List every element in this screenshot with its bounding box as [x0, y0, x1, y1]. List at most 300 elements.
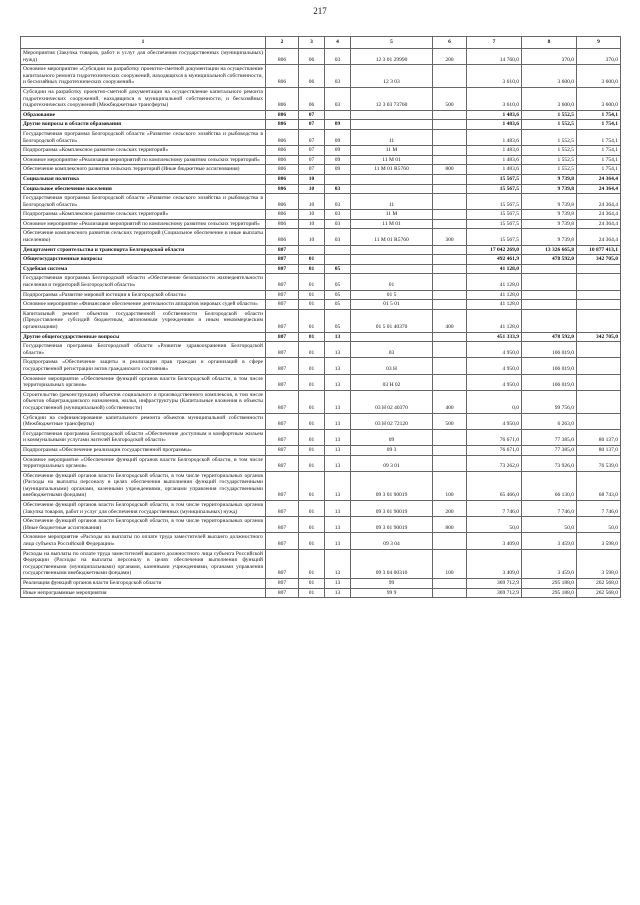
- row-amount-cell: 3 409,0: [467, 549, 522, 578]
- row-target-article-cell: 11: [351, 129, 433, 145]
- row-code-cell: 807: [266, 501, 299, 517]
- row-amount-cell: 1 483,6: [467, 165, 522, 175]
- row-section-cell: 01: [299, 501, 325, 517]
- row-name-cell: Мероприятия (Закупка товаров, работ и услуг для обеспечения государственных (муниципальных) нужд): [21, 49, 266, 65]
- row-amount-cell: 41 128,0: [467, 274, 522, 290]
- row-expense-type-cell: [433, 445, 467, 455]
- row-amount-cell: 3 600,0: [577, 65, 621, 88]
- row-section-cell: 01: [299, 290, 325, 300]
- row-amount-cell: 99 756,0: [522, 390, 577, 413]
- row-amount-cell: 66 130,0: [522, 471, 577, 500]
- row-target-article-cell: 11 М: [351, 210, 433, 220]
- row-amount-cell: 1 754,1: [577, 155, 621, 165]
- row-amount-cell: 3 610,0: [467, 65, 522, 88]
- row-amount-cell: 478 592,0: [522, 255, 577, 265]
- row-amount-cell: 106 019,0: [522, 342, 577, 358]
- row-amount-cell: 106 019,0: [522, 374, 577, 390]
- row-subsection-cell: 13: [325, 471, 351, 500]
- row-amount-cell: 9 739,8: [522, 229, 577, 245]
- row-expense-type-cell: 300: [433, 229, 467, 245]
- row-amount-cell: [577, 374, 621, 390]
- row-code-cell: 807: [266, 264, 299, 274]
- row-amount-cell: 3 598,0: [577, 549, 621, 578]
- row-expense-type-cell: 200: [433, 49, 467, 65]
- row-expense-type-cell: 100: [433, 471, 467, 500]
- row-amount-cell: 80 137,0: [577, 445, 621, 455]
- row-section-cell: 01: [299, 342, 325, 358]
- row-target-article-cell: [351, 245, 433, 255]
- row-amount-cell: 342 705,0: [577, 255, 621, 265]
- row-subsection-cell: 09: [325, 155, 351, 165]
- column-header: 7: [467, 37, 522, 49]
- row-amount-cell: 15 567,5: [467, 229, 522, 245]
- table-row: [21, 533, 621, 549]
- row-amount-cell: 76 539,0: [577, 455, 621, 471]
- row-expense-type-cell: 800: [433, 517, 467, 533]
- row-amount-cell: 342 705,0: [577, 332, 621, 342]
- row-section-cell: 10: [299, 174, 325, 184]
- row-name-cell: Расходы на выплаты по оплате труда заместителей высшего должностного лица субъекта Российской Федерации (Расходы на выплаты персоналу в целях обеспечения выполнения функций государственными (муниципальными) органами, казенными учреждениями, органами управления государственными внебюджетными фондами): [21, 549, 266, 578]
- row-section-cell: 01: [299, 413, 325, 429]
- row-name-cell: Капитальный ремонт объектов государственной собственности Белгородской области (Предоставление субсидий бюджетным, автономным учреждениям и иным некоммерческим организациям): [21, 309, 266, 332]
- row-subsection-cell: 09: [325, 120, 351, 130]
- row-amount-cell: 76 671,0: [467, 429, 522, 445]
- row-expense-type-cell: [433, 184, 467, 194]
- row-amount-cell: [577, 342, 621, 358]
- row-expense-type-cell: [433, 300, 467, 310]
- row-target-article-cell: 03: [351, 342, 433, 358]
- row-section-cell: 10: [299, 184, 325, 194]
- row-name-cell: Обеспечение функций органов власти Белгородской области, в том числе территориальных органов (Закупка товаров, работ и услуг для обеспечения государственных (муниципальных) нужд): [21, 501, 266, 517]
- row-subsection-cell: 13: [325, 501, 351, 517]
- row-amount-cell: 10 877 413,1: [577, 245, 621, 255]
- row-subsection-cell: 13: [325, 429, 351, 445]
- row-name-cell: Государственная программа Белгородской области «Развитие сельского хозяйства и рыбоводства в Белгородской области»: [21, 194, 266, 210]
- row-amount-cell: 3 600,0: [577, 87, 621, 110]
- row-amount-cell: 3 598,0: [577, 533, 621, 549]
- row-subsection-cell: 13: [325, 517, 351, 533]
- row-name-cell: Судебная система: [21, 264, 266, 274]
- row-code-cell: 807: [266, 245, 299, 255]
- row-name-cell: Департамент строительства и транспорта Белгородской области: [21, 245, 266, 255]
- row-name-cell: Основное мероприятие «Реализация мероприятий по комплексному развитию сельских территорий»: [21, 155, 266, 165]
- row-expense-type-cell: 200: [433, 501, 467, 517]
- row-code-cell: 806: [266, 146, 299, 156]
- row-amount-cell: 4 950,0: [467, 374, 522, 390]
- row-target-article-cell: 09 3 01 90019: [351, 501, 433, 517]
- table-row: [21, 194, 621, 210]
- table-row: [21, 165, 621, 175]
- row-target-article-cell: 11: [351, 194, 433, 210]
- row-amount-cell: 7 746,0: [577, 501, 621, 517]
- row-code-cell: 806: [266, 120, 299, 130]
- row-amount-cell: 15 567,5: [467, 210, 522, 220]
- row-amount-cell: [522, 264, 577, 274]
- row-subsection-cell: 13: [325, 342, 351, 358]
- row-section-cell: 01: [299, 517, 325, 533]
- table-row: [21, 471, 621, 500]
- table-row: [21, 517, 621, 533]
- row-target-article-cell: 09 3 01: [351, 455, 433, 471]
- row-name-cell: Обеспечение функций органов власти Белгородской области, в том числе территориальных органов (Иные бюджетные ассигнования): [21, 517, 266, 533]
- row-section-cell: 01: [299, 264, 325, 274]
- row-amount-cell: 41 128,0: [467, 309, 522, 332]
- row-amount-cell: 478 592,0: [522, 332, 577, 342]
- row-amount-cell: 1 754,1: [577, 129, 621, 145]
- row-expense-type-cell: [433, 155, 467, 165]
- row-name-cell: Обеспечение комплексного развития сельских территорий (Иные бюджетные ассигнования): [21, 165, 266, 175]
- row-subsection-cell: 03: [325, 184, 351, 194]
- row-subsection-cell: [325, 255, 351, 265]
- row-amount-cell: 370,0: [577, 49, 621, 65]
- row-code-cell: 807: [266, 455, 299, 471]
- row-section-cell: 01: [299, 309, 325, 332]
- table-row: [21, 87, 621, 110]
- row-name-cell: Подпрограмма «Развитие мировой юстиции в Белгородской области»: [21, 290, 266, 300]
- row-code-cell: 806: [266, 184, 299, 194]
- row-name-cell: Основное мероприятие «Субсидии на разработку проектно-сметной документации на осуществление капитального ремонта гидротехнических сооружений, находящихся в муниципальной собственности, и бесхозяйных гидротехнических сооружений»: [21, 65, 266, 88]
- row-subsection-cell: 03: [325, 219, 351, 229]
- table-row: [21, 358, 621, 374]
- row-section-cell: 06: [299, 87, 325, 110]
- row-code-cell: 807: [266, 255, 299, 265]
- row-amount-cell: 41 128,0: [467, 290, 522, 300]
- row-code-cell: 806: [266, 65, 299, 88]
- row-target-article-cell: 01: [351, 274, 433, 290]
- column-header: 5: [351, 37, 433, 49]
- row-code-cell: 807: [266, 374, 299, 390]
- row-amount-cell: 1 552,5: [522, 165, 577, 175]
- row-name-cell: Основное мероприятие «Финансовое обеспечение деятельности аппаратов мировых судей области»: [21, 300, 266, 310]
- row-name-cell: Субсидии на софинансирование капитального ремонта объектов муниципальной собственности (Межбюджетные трансферты): [21, 413, 266, 429]
- row-name-cell: Основное мероприятие «Реализация мероприятий по комплексному развитию сельских территорий»: [21, 219, 266, 229]
- table-row: [21, 342, 621, 358]
- row-amount-cell: 68 743,0: [577, 471, 621, 500]
- table-row: [21, 120, 621, 130]
- row-target-article-cell: [351, 174, 433, 184]
- row-amount-cell: [577, 390, 621, 413]
- row-target-article-cell: 01 5 01 40370: [351, 309, 433, 332]
- row-subsection-cell: 13: [325, 374, 351, 390]
- table-row: [21, 264, 621, 274]
- budget-table: [20, 36, 621, 598]
- row-code-cell: 806: [266, 219, 299, 229]
- row-expense-type-cell: 100: [433, 549, 467, 578]
- row-expense-type-cell: [433, 219, 467, 229]
- row-code-cell: 806: [266, 194, 299, 210]
- row-target-article-cell: 01 5: [351, 290, 433, 300]
- row-expense-type-cell: [433, 274, 467, 290]
- row-amount-cell: [577, 358, 621, 374]
- row-code-cell: 806: [266, 129, 299, 145]
- row-section-cell: 10: [299, 219, 325, 229]
- row-subsection-cell: 13: [325, 358, 351, 374]
- row-code-cell: 807: [266, 429, 299, 445]
- row-section-cell: 07: [299, 110, 325, 120]
- row-amount-cell: 73 262,0: [467, 455, 522, 471]
- row-amount-cell: 3 459,0: [522, 533, 577, 549]
- row-name-cell: Субсидии на разработку проектно-сметной документации на осуществление капитального ремонта гидротехнических сооружений, находящихся в муниципальной собственности, и бесхозяйных гидротехнических сооружений (Межбюджетные трансферты): [21, 87, 266, 110]
- table-row: [21, 501, 621, 517]
- row-expense-type-cell: [433, 255, 467, 265]
- table-header-row: [21, 37, 621, 49]
- row-target-article-cell: 12 3 03 73760: [351, 87, 433, 110]
- row-amount-cell: [522, 274, 577, 290]
- row-subsection-cell: 13: [325, 445, 351, 455]
- row-subsection-cell: 03: [325, 87, 351, 110]
- row-amount-cell: 4 950,0: [467, 413, 522, 429]
- row-section-cell: 01: [299, 533, 325, 549]
- table-row: [21, 300, 621, 310]
- row-code-cell: 807: [266, 549, 299, 578]
- row-subsection-cell: 13: [325, 549, 351, 578]
- row-amount-cell: 492 461,9: [467, 255, 522, 265]
- row-name-cell: Основное мероприятие «Обеспечение функций органов власти Белгородской области, в том числе территориальных органов»: [21, 374, 266, 390]
- row-subsection-cell: 03: [325, 229, 351, 245]
- row-target-article-cell: 99 9: [351, 588, 433, 598]
- row-section-cell: 01: [299, 358, 325, 374]
- row-amount-cell: 24 364,4: [577, 210, 621, 220]
- column-header: 6: [433, 37, 467, 49]
- row-amount-cell: 1 754,1: [577, 146, 621, 156]
- row-name-cell: Обеспечение функций органов власти Белгородской области, в том числе территориальных органов (Расходы на выплаты персоналу в целях обеспечения выполнения функций государственными (муниципальными) органами, казенными учреждениями, органами управления государственными внебюджетными фондами): [21, 471, 266, 500]
- row-section-cell: [299, 245, 325, 255]
- row-name-cell: Иные непрограммные мероприятия: [21, 588, 266, 598]
- row-amount-cell: 295 188,0: [522, 588, 577, 598]
- row-name-cell: Государственная программа Белгородской области «Обеспечение доступным и комфортным жильем и коммунальными услугами жителей Белгородской области»: [21, 429, 266, 445]
- row-expense-type-cell: 400: [433, 309, 467, 332]
- row-subsection-cell: 05: [325, 264, 351, 274]
- row-amount-cell: 262 568,0: [577, 579, 621, 589]
- row-target-article-cell: 03 Н: [351, 358, 433, 374]
- row-code-cell: 806: [266, 174, 299, 184]
- row-target-article-cell: 11 М 01 R5760: [351, 165, 433, 175]
- table-row: [21, 588, 621, 598]
- row-section-cell: 07: [299, 146, 325, 156]
- row-amount-cell: 4 950,0: [467, 358, 522, 374]
- row-amount-cell: 4 950,0: [467, 342, 522, 358]
- row-target-article-cell: 11 М 01: [351, 219, 433, 229]
- row-amount-cell: 3 610,0: [467, 87, 522, 110]
- row-section-cell: 01: [299, 374, 325, 390]
- row-name-cell: Другие общегосударственные вопросы: [21, 332, 266, 342]
- row-target-article-cell: 11 М: [351, 146, 433, 156]
- row-expense-type-cell: [433, 245, 467, 255]
- row-code-cell: 806: [266, 210, 299, 220]
- row-amount-cell: 1 483,6: [467, 120, 522, 130]
- row-code-cell: 807: [266, 413, 299, 429]
- row-expense-type-cell: [433, 533, 467, 549]
- row-name-cell: Социальная политика: [21, 174, 266, 184]
- table-row: [21, 155, 621, 165]
- row-amount-cell: 50,0: [522, 517, 577, 533]
- row-section-cell: 06: [299, 49, 325, 65]
- row-section-cell: 01: [299, 588, 325, 598]
- row-name-cell: Государственная программа Белгородской области «Обеспечение безопасности жизнедеятельности населения и территорий Белгородской области»: [21, 274, 266, 290]
- row-subsection-cell: 03: [325, 49, 351, 65]
- row-expense-type-cell: 800: [433, 165, 467, 175]
- row-amount-cell: 77 385,0: [522, 445, 577, 455]
- column-header: 1: [21, 37, 266, 49]
- table-row: [21, 549, 621, 578]
- row-code-cell: 806: [266, 110, 299, 120]
- row-code-cell: 806: [266, 165, 299, 175]
- row-subsection-cell: 05: [325, 300, 351, 310]
- row-target-article-cell: 12 3 01 29990: [351, 49, 433, 65]
- row-subsection-cell: [325, 245, 351, 255]
- row-name-cell: Основное мероприятие «Расходы на выплаты по оплате труда заместителей высшего должностного лица субъекта Российской Федерации»: [21, 533, 266, 549]
- row-subsection-cell: 13: [325, 390, 351, 413]
- row-amount-cell: [522, 290, 577, 300]
- row-amount-cell: 295 188,0: [522, 579, 577, 589]
- row-expense-type-cell: [433, 146, 467, 156]
- row-subsection-cell: 03: [325, 65, 351, 88]
- row-subsection-cell: [325, 174, 351, 184]
- row-section-cell: 01: [299, 579, 325, 589]
- row-target-article-cell: 09: [351, 429, 433, 445]
- row-amount-cell: 369 712,9: [467, 588, 522, 598]
- row-section-cell: 01: [299, 549, 325, 578]
- column-header: 4: [325, 37, 351, 49]
- row-amount-cell: 7 746,0: [467, 501, 522, 517]
- row-target-article-cell: 09 3 04 00310: [351, 549, 433, 578]
- column-header: 3: [299, 37, 325, 49]
- row-target-article-cell: [351, 255, 433, 265]
- row-amount-cell: 15 567,5: [467, 184, 522, 194]
- row-target-article-cell: 12 3 03: [351, 65, 433, 88]
- row-name-cell: Реализация функций органов власти Белгородской области: [21, 579, 266, 589]
- row-expense-type-cell: [433, 588, 467, 598]
- table-row: [21, 429, 621, 445]
- row-amount-cell: 7 746,0: [522, 501, 577, 517]
- row-expense-type-cell: 500: [433, 413, 467, 429]
- row-code-cell: 807: [266, 471, 299, 500]
- row-subsection-cell: 09: [325, 146, 351, 156]
- row-amount-cell: 3 459,0: [522, 549, 577, 578]
- row-section-cell: 07: [299, 120, 325, 130]
- row-subsection-cell: 03: [325, 210, 351, 220]
- row-expense-type-cell: 500: [433, 87, 467, 110]
- row-expense-type-cell: [433, 579, 467, 589]
- row-code-cell: 807: [266, 342, 299, 358]
- row-amount-cell: [577, 309, 621, 332]
- table-row: [21, 332, 621, 342]
- row-target-article-cell: 11 М 01 R5760: [351, 229, 433, 245]
- row-amount-cell: 9 739,8: [522, 219, 577, 229]
- row-amount-cell: 24 364,4: [577, 219, 621, 229]
- row-amount-cell: 9 739,8: [522, 194, 577, 210]
- row-amount-cell: 451 333,9: [467, 332, 522, 342]
- row-amount-cell: 76 671,0: [467, 445, 522, 455]
- row-expense-type-cell: [433, 455, 467, 471]
- row-target-article-cell: [351, 120, 433, 130]
- row-code-cell: 807: [266, 300, 299, 310]
- table-row: [21, 374, 621, 390]
- row-amount-cell: 1 483,6: [467, 129, 522, 145]
- row-section-cell: 07: [299, 155, 325, 165]
- row-subsection-cell: 09: [325, 129, 351, 145]
- row-amount-cell: [577, 300, 621, 310]
- row-section-cell: 01: [299, 471, 325, 500]
- row-amount-cell: 3 600,0: [522, 87, 577, 110]
- row-amount-cell: 15 567,5: [467, 174, 522, 184]
- row-section-cell: 07: [299, 165, 325, 175]
- row-name-cell: Подпрограмма «Комплексное развитие сельских территорий»: [21, 210, 266, 220]
- row-name-cell: Основное мероприятие «Обеспечение функций органов власти Белгородской области, в том числе территориальных органов»: [21, 455, 266, 471]
- table-row: [21, 229, 621, 245]
- row-amount-cell: [577, 413, 621, 429]
- row-amount-cell: 6 263,0: [522, 413, 577, 429]
- row-section-cell: 01: [299, 300, 325, 310]
- row-target-article-cell: 09 3 01 90019: [351, 471, 433, 500]
- row-expense-type-cell: [433, 110, 467, 120]
- table-body: [21, 37, 621, 598]
- row-subsection-cell: 03: [325, 194, 351, 210]
- row-amount-cell: 106 019,0: [522, 358, 577, 374]
- row-name-cell: Общегосударственные вопросы: [21, 255, 266, 265]
- row-name-cell: Подпрограмма «Комплексное развитие сельских территорий»: [21, 146, 266, 156]
- row-code-cell: 807: [266, 274, 299, 290]
- row-amount-cell: 262 568,0: [577, 588, 621, 598]
- row-amount-cell: 50,0: [467, 517, 522, 533]
- row-subsection-cell: 13: [325, 533, 351, 549]
- row-amount-cell: 80 137,0: [577, 429, 621, 445]
- table-row: [21, 309, 621, 332]
- row-amount-cell: 9 739,8: [522, 184, 577, 194]
- row-amount-cell: [577, 264, 621, 274]
- row-target-article-cell: 01 5 01: [351, 300, 433, 310]
- table-row: [21, 274, 621, 290]
- row-amount-cell: 14 760,0: [467, 49, 522, 65]
- row-name-cell: Государственная программа Белгородской области «Развитие сельского хозяйства и рыбоводства в Белгородской области»: [21, 129, 266, 145]
- table-row: [21, 174, 621, 184]
- row-expense-type-cell: [433, 290, 467, 300]
- row-section-cell: 01: [299, 332, 325, 342]
- table-row: [21, 245, 621, 255]
- row-subsection-cell: 09: [325, 165, 351, 175]
- row-amount-cell: 1 754,1: [577, 110, 621, 120]
- row-amount-cell: [522, 300, 577, 310]
- row-section-cell: 01: [299, 274, 325, 290]
- row-code-cell: 807: [266, 533, 299, 549]
- table-row: [21, 579, 621, 589]
- row-amount-cell: 1 483,6: [467, 110, 522, 120]
- table-row: [21, 413, 621, 429]
- row-expense-type-cell: [433, 429, 467, 445]
- row-amount-cell: 41 128,0: [467, 300, 522, 310]
- table-row: [21, 184, 621, 194]
- row-amount-cell: 1 552,5: [522, 120, 577, 130]
- row-name-cell: Строительство (реконструкция) объектов социального и производственного комплексов, в том числе объектов общегражданского назначения, жилья, инфраструктуры (Капитальные вложения в объекты государственной (муниципальной) собственности): [21, 390, 266, 413]
- row-target-article-cell: [351, 184, 433, 194]
- row-amount-cell: [577, 274, 621, 290]
- row-amount-cell: 77 385,0: [522, 429, 577, 445]
- row-amount-cell: 3 409,0: [467, 533, 522, 549]
- row-name-cell: Другие вопросы в области образования: [21, 120, 266, 130]
- table-row: [21, 49, 621, 65]
- row-amount-cell: 1 483,6: [467, 146, 522, 156]
- row-subsection-cell: 13: [325, 455, 351, 471]
- row-amount-cell: 1 754,1: [577, 120, 621, 130]
- row-expense-type-cell: [433, 129, 467, 145]
- row-expense-type-cell: [433, 120, 467, 130]
- table-row: [21, 129, 621, 145]
- row-target-article-cell: [351, 110, 433, 120]
- row-name-cell: Обеспечение комплексного развития сельских территорий (Социальное обеспечение и иные выплаты населению): [21, 229, 266, 245]
- row-expense-type-cell: [433, 342, 467, 358]
- row-target-article-cell: 03 Н 02 72120: [351, 413, 433, 429]
- page-number: 217: [313, 6, 327, 16]
